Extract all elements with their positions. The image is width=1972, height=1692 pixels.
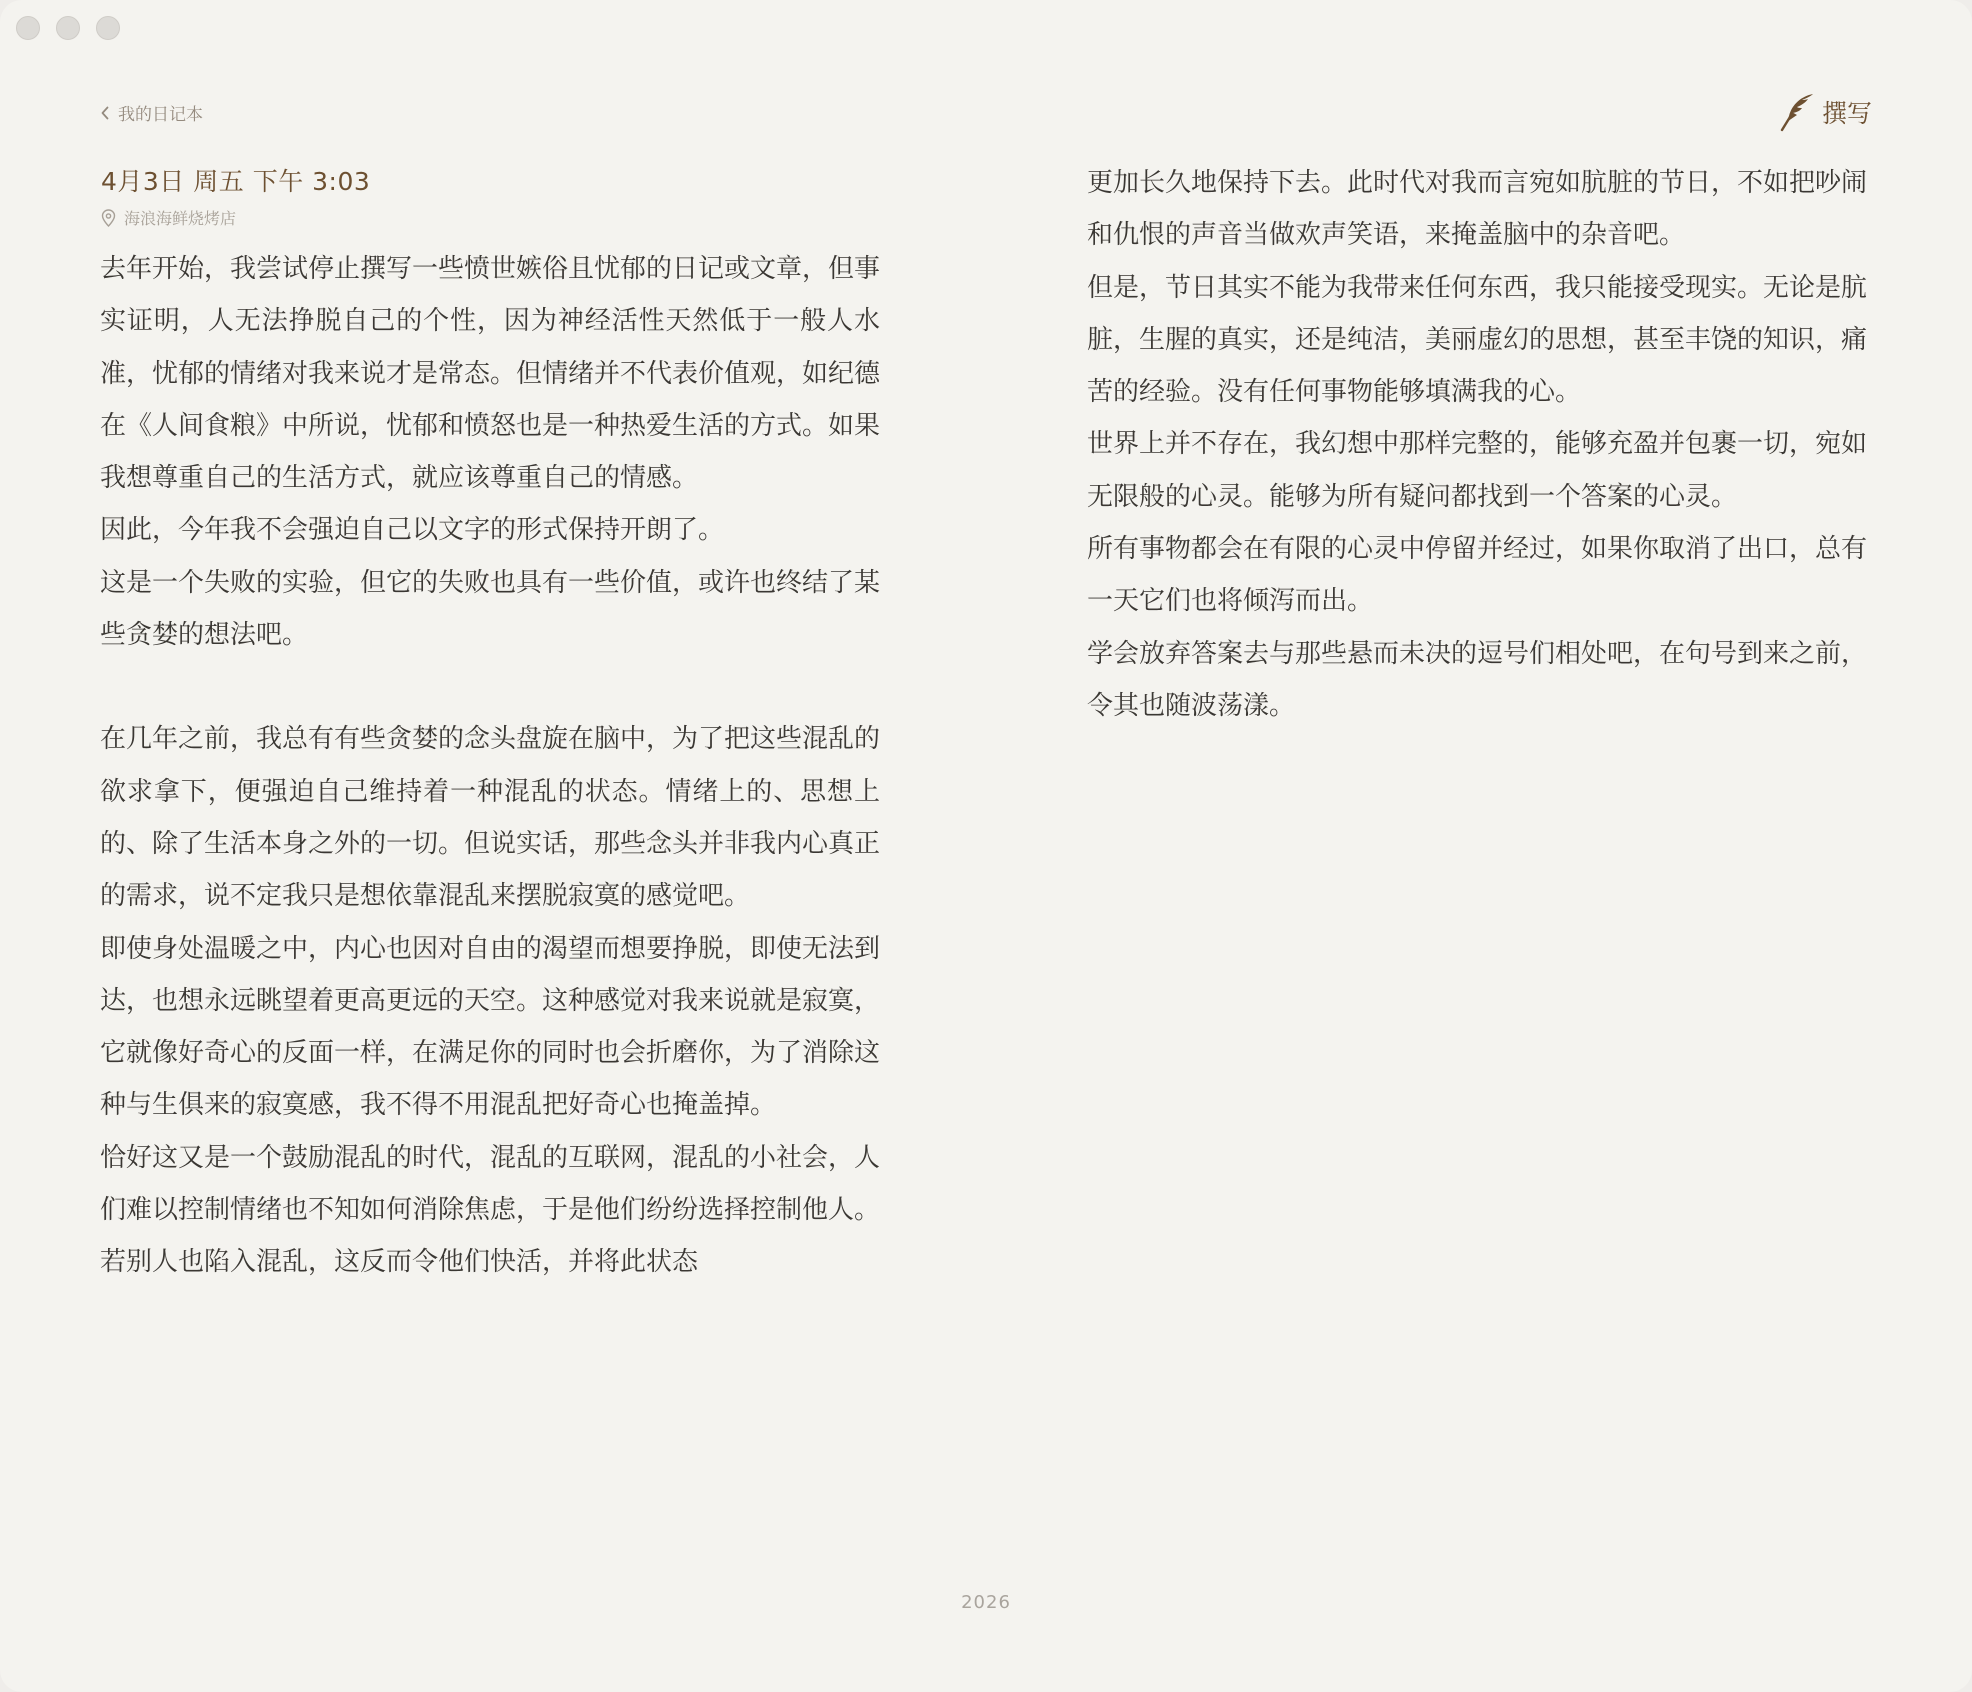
back-to-diary-button[interactable] (100, 100, 203, 125)
entry-paragraph: 学会放弃答案去与那些悬而未决的逗号们相处吧，在句号到来之前，令其也随波荡漾。 (1087, 638, 1868, 721)
entry-paragraph: 即使身处温暖之中，内心也因对自由的渴望而想要挣脱，即使无法到达，也想永远眺望着更高更远的天空。这种感觉对我来说就是寂寞，它就像好奇心的反面一样，在满足你的同时也会折磨你，为了消除这种与生俱来的寂寞感，我不得不用混乱把好奇心也掩盖掉。 (100, 933, 881, 1121)
entry-paragraph: 这是一个失败的实验，但它的失败也具有一些价值，或许也终结了某些贪婪的想法吧。 (100, 567, 881, 651)
window-controls (16, 16, 120, 40)
entry-paragraph: 在几年之前，我总有有些贪婪的念头盘旋在脑中，为了把这些混乱的欲求拿下，便强迫自己维持着一种混乱的状态。情绪上的、思想上的、除了生活本身之外的一切。但说实话，那些念头并非我内心真正的需求，说不定我只是想依靠混乱来摆脱寂寞的感觉吧。 (100, 724, 881, 912)
entry-location[interactable] (101, 206, 236, 229)
compose-button[interactable] (1780, 92, 1872, 132)
entry-paragraph: 所有事物都会在有限的心灵中停留并经过，如果你取消了出口，总有一天它们也将倾泻而出。 (1087, 534, 1868, 617)
entry-paragraph: 世界上并不存在，我幻想中那样完整的，能够充盈并包裹一切，宛如无限般的心灵。能够为所有疑问都找到一个答案的心灵。 (1087, 429, 1868, 512)
entry-paragraph: 但是，节日其实不能为我带来任何东西，我只能接受现实。无论是肮脏，生腥的真实，还是纯洁，美丽虚幻的思想，甚至丰饶的知识，痛苦的经验。没有任何事物能够填满我的心。 (1087, 272, 1868, 408)
minimize-window-button[interactable] (56, 16, 80, 40)
entry-body-right-column (1087, 157, 1867, 732)
entry-paragraph: 因此，今年我不会强迫自己以文字的形式保持开朗了。 (100, 515, 725, 546)
entry-paragraph: 去年开始，我尝试停止撰写一些愤世嫉俗且忧郁的日记或文章，但事实证明，人无法挣脱自己的个性，因为神经活性天然低于一般人水准，忧郁的情绪对我来说才是常态。但情绪并不代表价值观，如纪德在《人间食粮》中所说，忧郁和愤怒也是一种热爱生活的方式。如果我想尊重自己的生活方式，就应该尊重自己的情感。 (100, 254, 881, 494)
chevron-left-icon (100, 106, 110, 120)
close-window-button[interactable] (16, 16, 40, 40)
quill-icon (1780, 92, 1816, 132)
compose-label: 撰写 (1821, 99, 1872, 128)
back-label: 我的日记本 (118, 105, 203, 125)
location-label: 海浪海鲜烧烤店 (124, 209, 237, 228)
entry-paragraph: 恰好这又是一个鼓励混乱的时代，混乱的互联网，混乱的小社会，人们难以控制情绪也不知如何消除焦虑，于是他们纷纷选择控制他人。若别人也陷入混乱，这反而令他们快活，并将此状态 (100, 1142, 881, 1278)
zoom-window-button[interactable] (96, 16, 120, 40)
paragraph-spacer (100, 661, 880, 713)
location-pin-icon (101, 209, 116, 227)
footer-year: 2026 (961, 1592, 1011, 1613)
entry-paragraph: 更加长久地保持下去。此时代对我而言宛如肮脏的节日，不如把吵闹和仇恨的声音当做欢声笑语，来掩盖脑中的杂音吧。 (1087, 168, 1868, 251)
entry-date: 4月3日 周五 下午 3:03 (101, 167, 371, 196)
entry-body-left-column (100, 243, 880, 1289)
